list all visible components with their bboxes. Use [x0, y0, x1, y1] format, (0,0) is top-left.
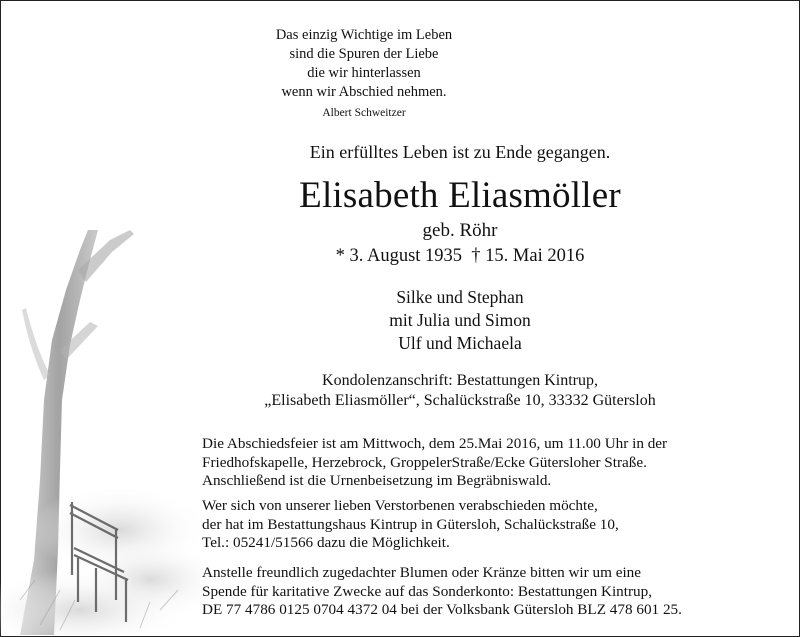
family-block: [60, 286, 800, 355]
paragraph-line: Tel.: 05241/51566 dazu die Möglichkeit.: [202, 534, 450, 551]
paragraph-line: Die Abschiedsfeier ist am Mittwoch, dem 25.Mai 2016, um 11.00 Uhr in der: [202, 435, 668, 452]
life-dates: * 3. August 1935 † 15. Mai 2016: [335, 246, 585, 266]
condolence-line: Kondolenzanschrift: Bestattungen Kintrup,: [322, 372, 598, 389]
quote-line: sind die Spuren der Liebe: [289, 46, 439, 62]
condolence-address: [60, 371, 800, 411]
intro-line: Ein erfülltes Leben ist zu Ende gegangen.: [309, 142, 611, 162]
condolence-line: „Elisabeth Eliasmöller“, Schalückstraße 10, 33332 Gütersloh: [264, 392, 656, 409]
quote-author: Albert Schweitzer: [322, 107, 406, 119]
paragraph-line: der hat im Bestattungshaus Kintrup in Gütersloh, Schalückstraße 10,: [202, 515, 619, 533]
farewell-info-paragraph: [202, 497, 782, 553]
donation-info-paragraph: [202, 564, 782, 620]
paragraph-line: Friedhofskapelle, Herzebrock, GroppelerStraße/Ecke Gütersloher Straße.: [202, 453, 647, 471]
paragraph-line: Anschließend ist die Urnenbeisetzung im Begräbniswald.: [202, 472, 552, 489]
deceased-name: Elisabeth Eliasmöller: [299, 175, 621, 216]
funeral-info-paragraph: [202, 435, 782, 491]
quote-line: Das einzig Wichtige im Leben: [275, 27, 453, 43]
family-line: mit Julia und Simon: [389, 310, 531, 330]
maiden-name: geb. Röhr: [422, 220, 498, 241]
paragraph-line: Anstelle freundlich zugedachter Blumen oder Kränze bitten wir um eine: [202, 564, 642, 581]
quote-block: [104, 26, 624, 122]
quote-line: die wir hinterlassen: [307, 65, 421, 81]
family-line: Silke und Stephan: [396, 287, 524, 307]
family-line: Ulf und Michaela: [398, 333, 522, 353]
paragraph-line: Spende für karitative Zwecke auf das Sonderkonto: Bestattungen Kintrup,: [202, 582, 653, 600]
quote-line: wenn wir Abschied nehmen.: [281, 84, 447, 100]
paragraph-line: Wer sich von unserer lieben Verstorbenen verabschieden möchte,: [202, 497, 598, 514]
paragraph-line: DE 77 4786 0125 0704 4372 04 bei der Volksbank Gütersloh BLZ 478 601 25.: [202, 601, 682, 618]
